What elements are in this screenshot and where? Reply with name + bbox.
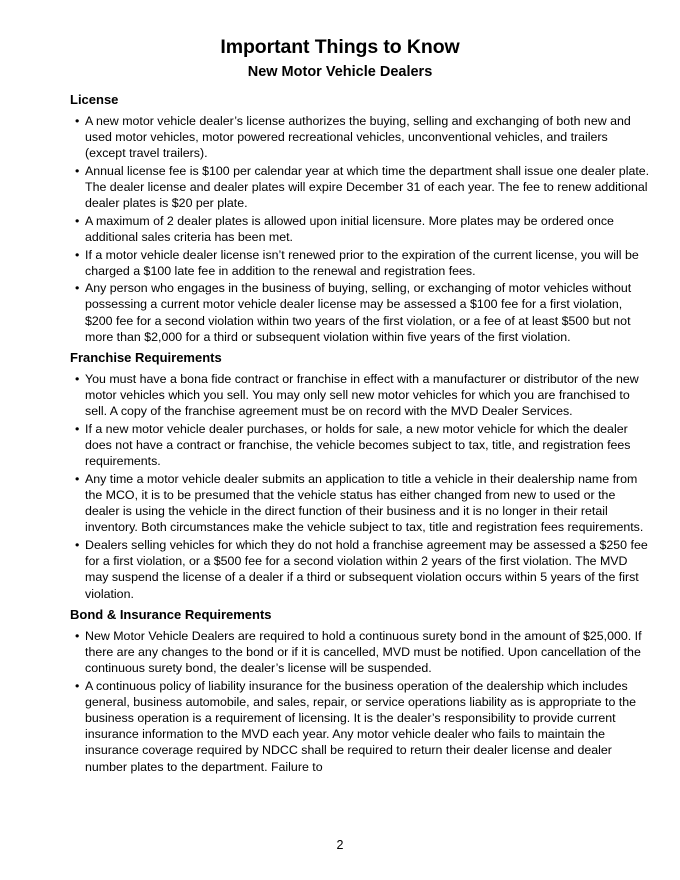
bullet-list	[70, 371, 650, 602]
page-title: Important Things to Know	[220, 36, 460, 58]
section-license	[70, 92, 650, 345]
list-item: • A continuous policy of liability insurance for the business operation of the dealership which includes general, business automobile, and sales, repair, or service operations liability as is appropriate to the business operation is a requirement of licensing. It is the dealer’s responsibility to provide current insurance information to the MVD each year. Any motor vehicle dealer who fails to maintain the insurance coverage required by NDCC shall be required to return their dealer license and dealer number plates to the department. Failure to	[70, 678, 650, 775]
bullet-list	[70, 113, 650, 345]
list-item: • A new motor vehicle dealer’s license authorizes the buying, selling and exchanging of both new and used motor vehicles, motor powered recreational vehicles, unconventional vehicles, and trailers (except travel trailers).	[70, 113, 650, 162]
section-franchise-requirements	[70, 350, 650, 602]
list-item: • Dealers selling vehicles for which they do not hold a franchise agreement may be assessed a $250 fee for a first violation, or a $500 fee for a second violation within 2 years of the first violation. The MVD may suspend the license of a dealer if a third or subsequent violation occurs within 5 years of the first violation.	[70, 537, 650, 602]
section-title: License	[70, 92, 119, 107]
list-item: • Any time a motor vehicle dealer submits an application to title a vehicle in their dealership name from the MCO, it is to be presumed that the vehicle status has either changed from new to used or the dealer is using the vehicle in the direct function of their business and it is no longer in their retail inventory. Both circumstances make the vehicle subject to tax, title and registration fees requirements.	[70, 471, 650, 536]
list-item: • Any person who engages in the business of buying, selling, or exchanging of motor vehicles without possessing a current motor vehicle dealer license may be assessed a $100 fee for a first violation, $200 fee for a second violation within two years of the first violation, or a fee of at least $500 but not more than $2,000 for a third or subsequent violation within five years of the first violation.	[70, 280, 650, 345]
list-item: • Annual license fee is $100 per calendar year at which time the department shall issue one dealer plate. The dealer license and dealer plates will expire December 31 of each year. The fee to renew additional dealer plates is $20 per plate.	[70, 163, 650, 212]
page-subtitle: New Motor Vehicle Dealers	[247, 64, 433, 80]
section-bond-insurance-requirements	[70, 607, 650, 775]
list-item: • If a motor vehicle dealer license isn’t renewed prior to the expiration of the current license, you will be charged a $100 late fee in addition to the renewal and registration fees.	[70, 247, 650, 279]
section-title: Bond & Insurance Requirements	[70, 606, 272, 622]
page-number: 2	[336, 838, 344, 852]
section-title: Franchise Requirements	[70, 350, 222, 366]
list-item: • A maximum of 2 dealer plates is allowed upon initial licensure. More plates may be ordered once additional sales criteria has been met.	[70, 213, 650, 245]
list-item: • If a new motor vehicle dealer purchases, or holds for sale, a new motor vehicle for which the dealer does not have a contract or franchise, the vehicle becomes subject to tax, title, and registration fees requirements.	[70, 421, 650, 470]
document-body	[70, 92, 650, 780]
bullet-list	[70, 628, 650, 775]
list-item: • You must have a bona fide contract or franchise in effect with a manufacturer or distributor of the new motor vehicles which you sell. You may only sell new motor vehicles for which you are franchised to sell. A copy of the franchise agreement must be on record with the MVD Dealer Services.	[70, 371, 650, 420]
list-item: • New Motor Vehicle Dealers are required to hold a continuous surety bond in the amount of $25,000. If there are any changes to the bond or if it is cancelled, MVD must be notified. Upon cancellation of the continuous surety bond, the dealer’s license will be suspended.	[70, 628, 650, 677]
